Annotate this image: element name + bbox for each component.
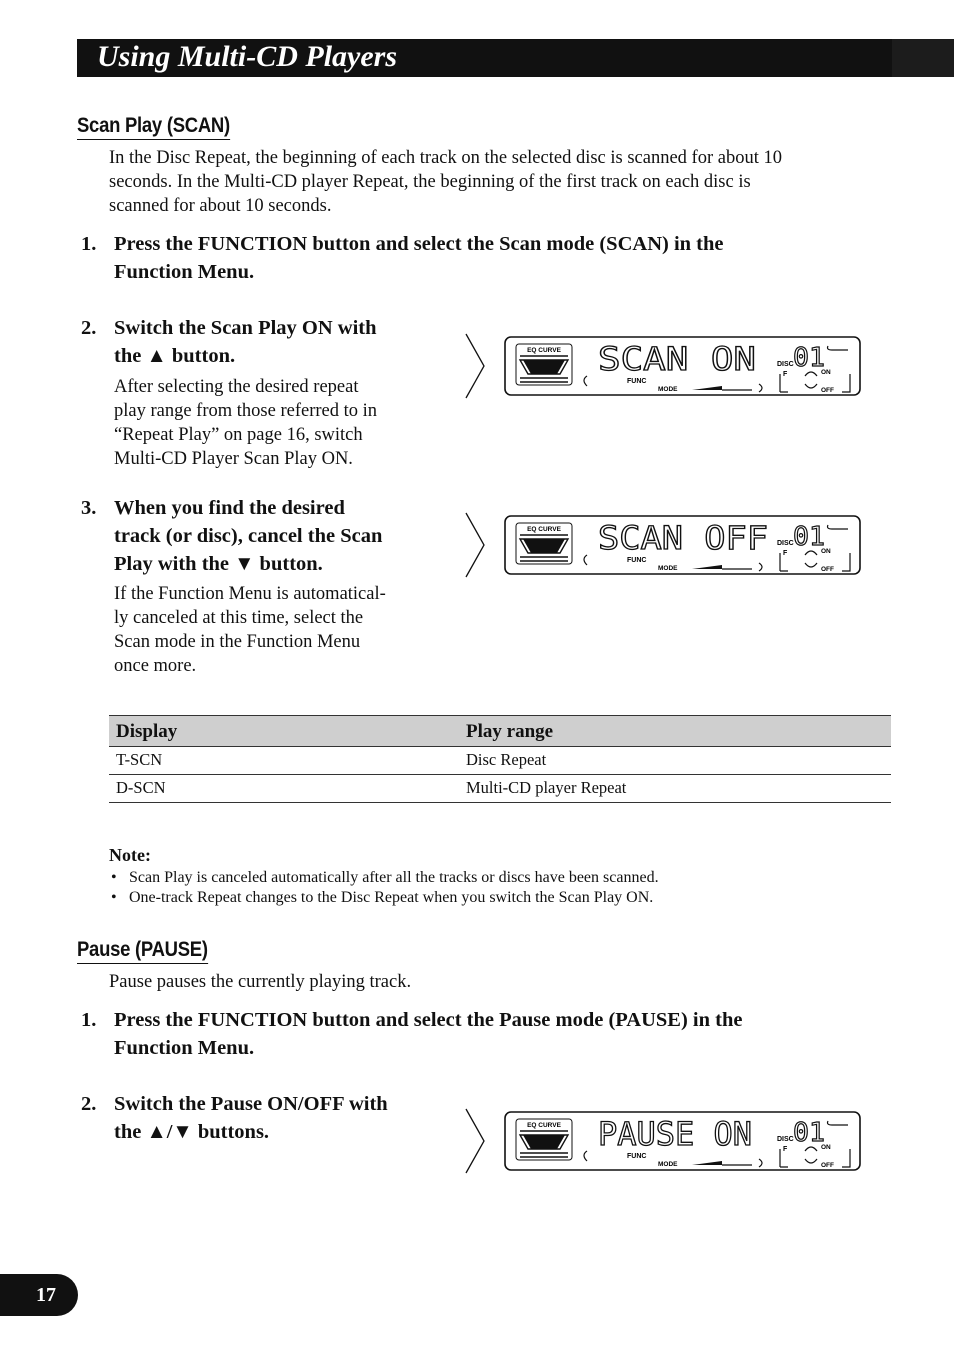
table-header-row (109, 716, 891, 747)
scan-heading: Scan Play (SCAN) (77, 113, 230, 140)
body-line: once more. (114, 656, 197, 676)
disc-label: DISC (777, 361, 794, 368)
step-line: the ▲/▼ buttons. (114, 1121, 270, 1143)
body-line: Multi-CD Player Scan Play ON. (114, 449, 353, 469)
step-number: 2. (81, 317, 97, 339)
step-line: When you find the desired (114, 497, 345, 519)
pointer-arrow-icon (466, 334, 484, 398)
mode-label: MODE (658, 565, 678, 572)
step-number: 1. (81, 1009, 97, 1031)
lcd-main-text: SCAN ON (598, 340, 756, 378)
off-label: OFF (821, 387, 834, 394)
step-line: Function Menu. (114, 1037, 255, 1059)
mode-label: MODE (658, 1161, 678, 1168)
scan-step-1 (81, 230, 881, 290)
lcd-display-pause-on (462, 1105, 864, 1177)
scan-intro-line: seconds. In the Multi-CD player Repeat, the beginning of the first track on each disc is (109, 172, 751, 192)
lcd-display-scan-on (462, 330, 864, 402)
table-header-display: Display (109, 716, 459, 747)
disc-number: 01 (793, 343, 825, 373)
body-line: Scan mode in the Function Menu (114, 632, 361, 652)
scan-step-2-body (114, 375, 377, 471)
step-line: Function Menu. (114, 261, 255, 283)
lcd-display-scan-off (462, 509, 864, 581)
scan-intro (109, 146, 782, 218)
step-line: Press the FUNCTION button and select the Pause mode (PAUSE) in the (114, 1009, 743, 1031)
table-header-play-range: Play range (459, 716, 891, 747)
table-row (109, 747, 891, 775)
on-label: ON (821, 1144, 831, 1151)
table-cell: Multi-CD player Repeat (459, 775, 891, 803)
page-header-banner (77, 39, 892, 77)
page-number: 17 (36, 1284, 56, 1306)
step-number: 1. (81, 233, 97, 255)
body-line: After selecting the desired repeat (114, 377, 359, 397)
step-line: track (or disc), cancel the Scan (114, 525, 383, 547)
func-label: FUNC (627, 378, 647, 385)
step-text (114, 314, 377, 370)
f-label: F (783, 371, 788, 378)
step-number: 3. (81, 497, 97, 519)
table-cell: D-SCN (109, 775, 459, 803)
lcd-main-text: PAUSE ON (598, 1115, 752, 1153)
disc-label: DISC (777, 540, 794, 547)
pause-step-2 (81, 1090, 441, 1150)
func-label: FUNC (627, 1153, 647, 1160)
page-title: Using Multi-CD Players (97, 40, 398, 73)
step-text (114, 230, 724, 286)
header-tab (892, 39, 954, 77)
step-line: Play with the ▼ button. (114, 553, 323, 575)
step-text (114, 494, 382, 578)
step-text (114, 1090, 388, 1146)
pause-step-1 (81, 1006, 881, 1066)
note-item: • Scan Play is canceled automatically after all the tracks or discs have been scanned. (109, 868, 659, 888)
pointer-arrow-icon (466, 1109, 484, 1173)
pause-heading: Pause (PAUSE) (77, 937, 208, 964)
page-number-tab (0, 1274, 78, 1316)
step-text (114, 1006, 742, 1062)
body-line: ly canceled at this time, select the (114, 608, 364, 628)
body-line: play range from those referred to in (114, 401, 378, 421)
note-list (109, 868, 659, 908)
mode-label: MODE (658, 386, 678, 393)
scan-step-3-body (114, 582, 386, 678)
eq-curve-label: EQ CURVE (527, 526, 561, 533)
off-label: OFF (821, 1162, 834, 1169)
f-label: F (783, 1146, 788, 1153)
disc-label: DISC (777, 1136, 794, 1143)
table-cell: T-SCN (109, 747, 459, 775)
func-label: FUNC (627, 557, 647, 564)
pointer-arrow-icon (466, 513, 484, 577)
body-line: “Repeat Play” on page 16, switch (114, 425, 363, 445)
lcd-main-text: SCAN OFF (598, 519, 768, 557)
scan-step-2 (81, 314, 441, 374)
step-line: Press the FUNCTION button and select the Scan mode (SCAN) in the (114, 233, 724, 255)
scan-intro-line: In the Disc Repeat, the beginning of each track on the selected disc is scanned for about 10 (109, 148, 782, 168)
disc-number: 01 (793, 1118, 825, 1148)
pause-intro: Pause pauses the currently playing track. (109, 972, 412, 992)
on-label: ON (821, 548, 831, 555)
body-line: If the Function Menu is automatical- (114, 584, 386, 604)
eq-curve-label: EQ CURVE (527, 1122, 561, 1129)
note-heading: Note: (109, 845, 151, 865)
f-label: F (783, 550, 788, 557)
disc-number: 01 (793, 522, 825, 552)
scan-step-3 (81, 494, 441, 584)
step-number: 2. (81, 1093, 97, 1115)
step-line: Switch the Pause ON/OFF with (114, 1093, 388, 1115)
step-line: Switch the Scan Play ON with (114, 317, 377, 339)
on-label: ON (821, 369, 831, 376)
table-cell: Disc Repeat (459, 747, 891, 775)
note-item: • One-track Repeat changes to the Disc Repeat when you switch the Scan Play ON. (109, 888, 659, 908)
scan-intro-line: scanned for about 10 seconds. (109, 196, 332, 216)
eq-curve-label: EQ CURVE (527, 347, 561, 354)
step-line: the ▲ button. (114, 345, 236, 367)
table-row (109, 775, 891, 803)
play-range-table (109, 715, 891, 803)
off-label: OFF (821, 566, 834, 573)
